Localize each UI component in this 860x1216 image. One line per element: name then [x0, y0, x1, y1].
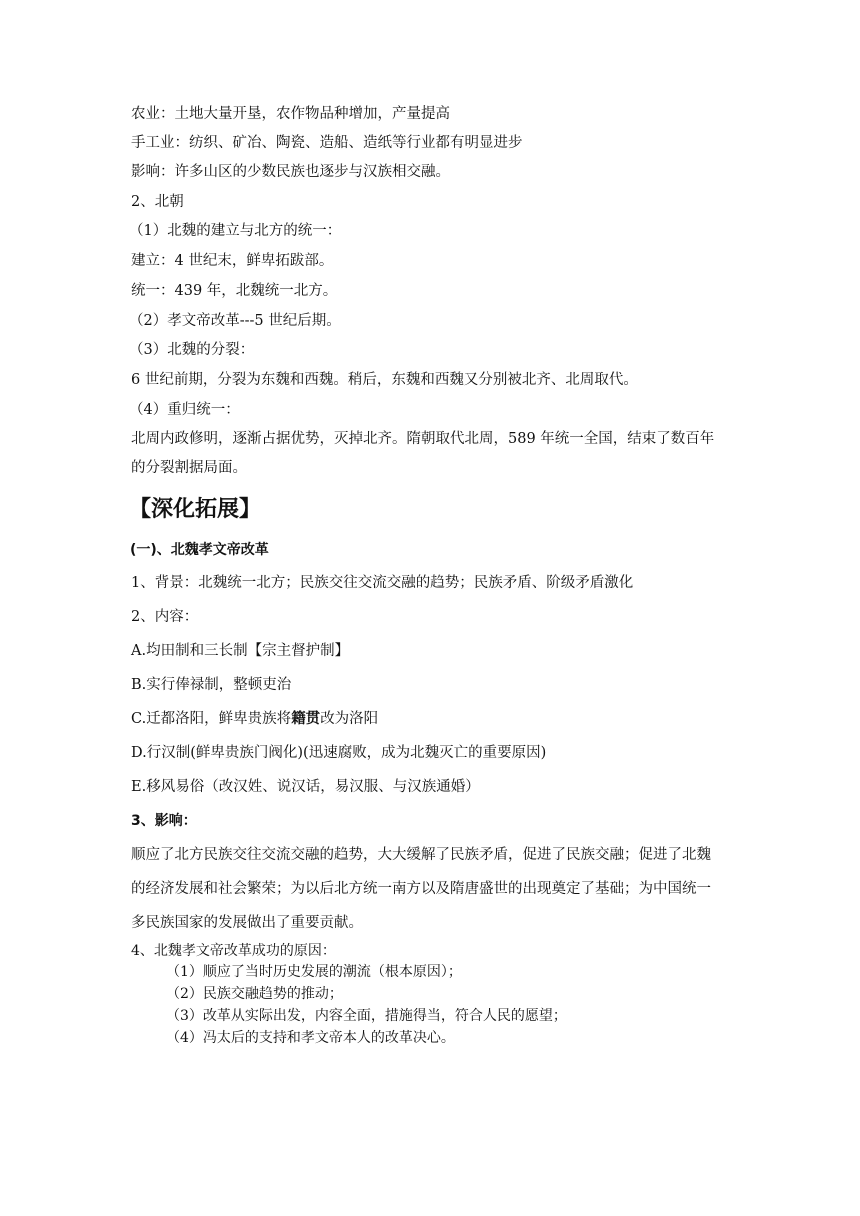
impact-line-1: 顺应了北方民族交往交流交融的趋势，大大缓解了民族矛盾，促进了民族交融；促进了北魏 — [131, 847, 711, 863]
text-line-split-detail: 6 世纪前期，分裂为东魏和西魏。稍后，东魏和西魏又分别被北齐、北周取代。 — [131, 372, 638, 388]
text-line-reunification-detail-1: 北周内政修明，逐渐占据优势，灭掉北齐。隋朝取代北周，589 年统一全国，结束了数百年 — [131, 431, 715, 447]
impact-line-3: 多民族国家的发展做出了重要贡献。 — [131, 915, 363, 931]
text-line-xiaowen-reform: （2）孝文帝改革---5 世纪后期。 — [129, 313, 341, 329]
text-line-agriculture: 农业：土地大量开垦，农作物品种增加，产量提高 — [131, 106, 450, 122]
reason-3: （3）改革从实际出发，内容全面，措施得当，符合人民的愿望； — [166, 1008, 567, 1024]
impact-label: 3、影响： — [131, 813, 197, 829]
reason-1: （1）顺应了当时历史发展的潮流（根本原因）； — [166, 964, 462, 980]
text-line-unified: 统一：439 年，北魏统一北方。 — [131, 283, 338, 299]
content-item-b: B.实行俸禄制，整顿吏治 — [131, 677, 292, 693]
text-line-founded: 建立：4 世纪末，鲜卑拓跋部。 — [131, 253, 334, 269]
impact-line-2: 的经济发展和社会繁荣；为以后北方统一南方以及隋唐盛世的出现奠定了基础；为中国统一 — [131, 881, 711, 897]
content-item-c-bold: 籍贯 — [291, 711, 321, 727]
text-line-background: 1、背景：北魏统一北方；民族交往交流交融的趋势；民族矛盾、阶级矛盾激化 — [131, 575, 634, 591]
text-line-content-label: 2、内容： — [131, 609, 199, 625]
text-line-northern-dynasty: 2、北朝 — [131, 194, 184, 210]
text-line-beiwei-founding: （1）北魏的建立与北方的统一： — [129, 223, 342, 239]
content-item-a: A.均田制和三长制【宗主督护制】 — [131, 643, 350, 659]
text-line-handicraft: 手工业：纺织、矿冶、陶瓷、造船、造纸等行业都有明显进步 — [131, 135, 523, 151]
section-heading: 【深化拓展】 — [129, 497, 262, 522]
reasons-label: 4、北魏孝文帝改革成功的原因： — [131, 943, 336, 959]
reason-4: （4）冯太后的支持和孝文帝本人的改革决心。 — [166, 1030, 455, 1046]
text-line-reunification: （4）重归统一： — [129, 402, 240, 418]
content-item-c-text: C.迁都洛阳，鲜卑贵族将 — [131, 711, 292, 727]
text-line-reunification-detail-2: 的分裂割据局面。 — [131, 460, 247, 476]
text-line-beiwei-split: （3）北魏的分裂： — [129, 342, 255, 358]
content-item-e: E.移风易俗（改汉姓、说汉话，易汉服、与汉族通婚） — [131, 779, 480, 795]
subsection-title: (一)、北魏孝文帝改革 — [130, 542, 269, 558]
text-line-influence: 影响：许多山区的少数民族也逐步与汉族相交融。 — [131, 164, 450, 180]
content-item-c-text-end: 改为洛阳 — [320, 711, 379, 727]
content-item-d: D.行汉制(鲜卑贵族门阀化)(迅速腐败，成为北魏灭亡的重要原因) — [131, 745, 547, 761]
reason-2: （2）民族交融趋势的推动； — [166, 986, 343, 1002]
content-item-c — [131, 709, 378, 729]
